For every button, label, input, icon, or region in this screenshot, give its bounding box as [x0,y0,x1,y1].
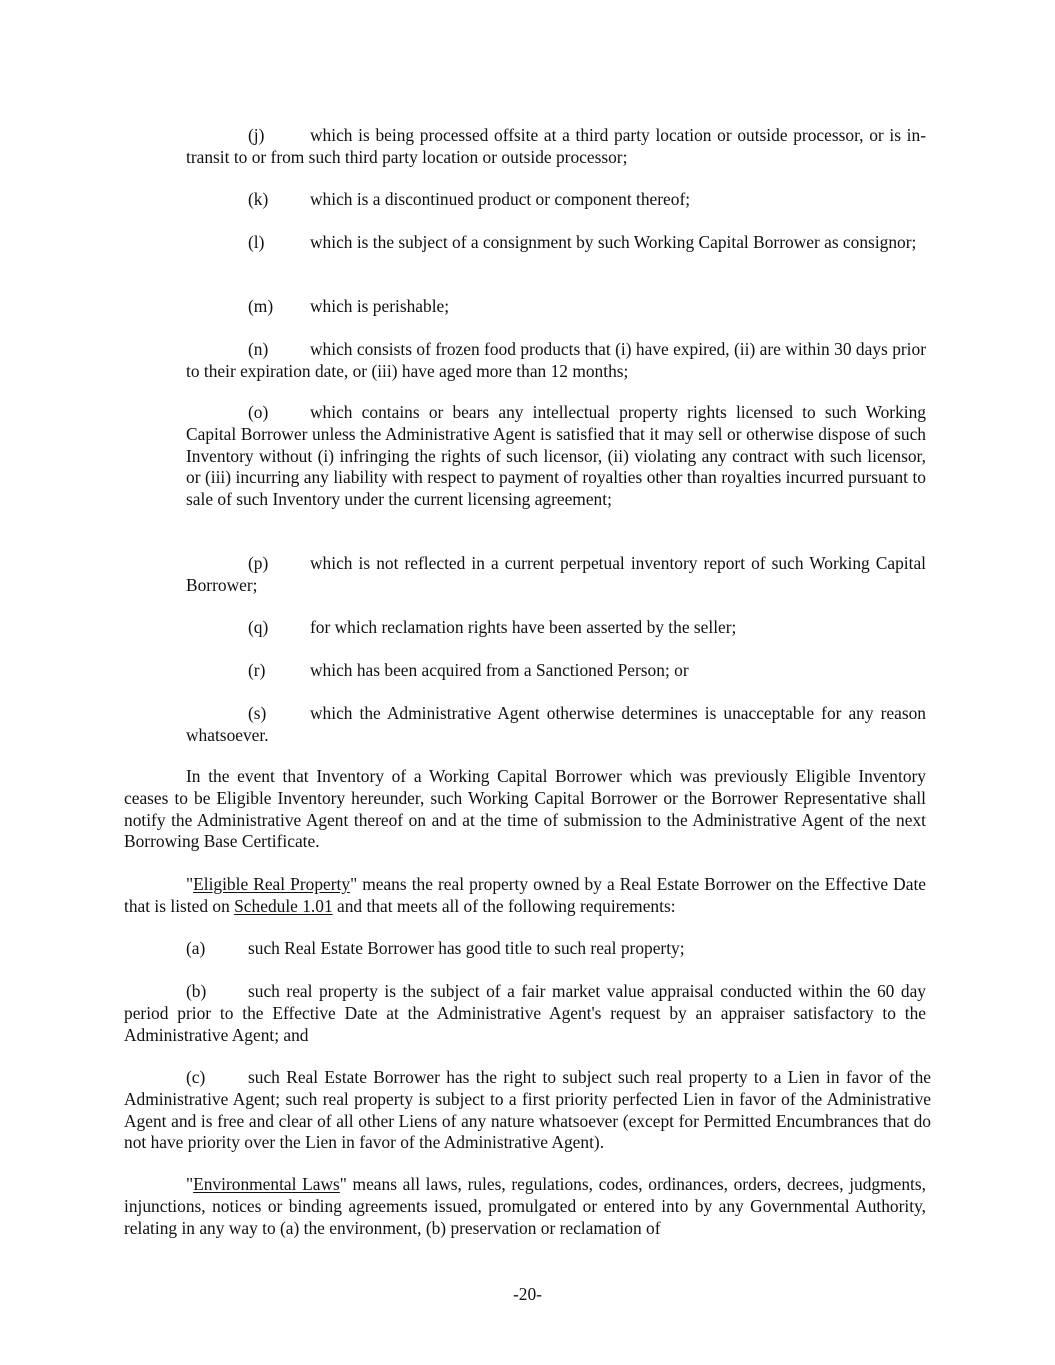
schedule-reference: Schedule 1.01 [234,895,333,916]
clause-m [186,296,926,318]
clause-marker: (j) [248,125,265,145]
clause-text: which is being processed offsite at a third party location or outside processor, or is in-transit to or from such third party location or outside processor; [186,125,926,167]
clause-k [186,189,926,211]
clause-text: which is perishable; [310,296,450,316]
clause-text: such Real Estate Borrower has the right to subject such real property to a Lien in favor of the Administrative Agent; such real property is subject to a first priority perfected Lien in favor of the Administrative Agent and is free and clear of all other Liens of any nature whatsoever (except for Permitted Encumbrances that do not have priority over the Lien in favor of the Administrative Agent). [124,1067,931,1153]
requirement-b [124,981,926,1046]
definition-environmental-laws [124,1174,926,1239]
clause-marker: (r) [248,660,266,680]
clause-marker: (m) [248,296,274,316]
clause-marker: (q) [248,617,269,637]
clause-text: for which reclamation rights have been asserted by the seller; [310,617,737,637]
definition-eligible-real-property [124,874,926,918]
clause-text: which has been acquired from a Sanctioned Person; or [310,660,689,680]
clause-s [186,703,926,747]
clause-marker: (a) [186,938,206,958]
page-number: -20- [513,1284,542,1304]
clause-r [186,660,926,682]
requirement-a [124,938,926,960]
clause-text: which is the subject of a consignment by such Working Capital Borrower as consignor; [310,232,917,252]
clause-text: which consists of frozen food products that (i) have expired, (ii) are within 30 days prior to their expiration date, or (iii) have aged more than 12 months; [186,339,926,381]
clause-text: which is not reflected in a current perpetual inventory report of such Working Capital Borrower; [186,553,926,595]
clause-q [186,617,926,639]
clause-text: which is a discontinued product or component thereof; [310,189,691,209]
clause-marker: (l) [248,232,265,252]
clause-n [186,339,926,383]
clause-text: which contains or bears any intellectual property rights licensed to such Working Capital Borrower unless the Administrative Agent is satisfied that it may sell or otherwise dispose of such Inventory without (i) infringing the rights of such licensor, (ii) violating any contract with such licensor, or (iii) incurring any liability with respect to payment of royalties other than royalties incurred pursuant to sale of such Inventory under the current licensing agreement; [186,402,926,510]
clause-p [186,553,926,597]
clause-marker: (s) [248,703,267,723]
defined-term: Eligible Real Property [193,874,351,894]
clause-marker: (b) [186,981,207,1001]
definition-text: and that meets all of the following requirements: [332,895,676,916]
clause-text: such real property is the subject of a fair market value appraisal conducted within the 60 day period prior to the Effective Date at the Administrative Agent's request by an appraiser satisfactory to the Administrative Agent; and [124,981,926,1045]
definition-text: " means the real property owned by a Real Estate Borrower on the Effective Date that is listed on [124,874,927,916]
clause-text: which the Administrative Agent otherwise determines is unacceptable for any reason whatsoever. [186,703,926,745]
clause-l [186,232,926,254]
clause-o [186,402,926,511]
clause-marker: (k) [248,189,269,209]
defined-term: Environmental Laws [193,1174,340,1194]
clause-marker: (n) [248,339,269,359]
requirement-c [124,1067,931,1154]
open-quote: " [186,874,194,894]
clause-marker: (o) [248,402,269,422]
clause-marker: (p) [248,553,269,573]
definition-text: " means all laws, rules, regulations, codes, ordinances, orders, decrees, judgments, injunctions, notices or binding agreements issued, promulgated or entered into by any Governmental Authority, relating in any way to (a) the environment, (b) preservation or reclamation of [124,1174,927,1238]
ineligibility-notice-paragraph: In the event that Inventory of a Working Capital Borrower which was previously Eligible Inventory ceases to be Eligible Inventory hereunder, such Working Capital Borrower or the Borrower Representative shall notify the Administrative Agent thereof on and at the time of submission to the Administrative Agent of the next Borrowing Base Certificate. [124,766,926,852]
clause-text: such Real Estate Borrower has good title to such real property; [248,938,685,958]
open-quote: " [186,1174,194,1194]
clause-marker: (c) [186,1067,206,1087]
clause-j [186,125,926,169]
